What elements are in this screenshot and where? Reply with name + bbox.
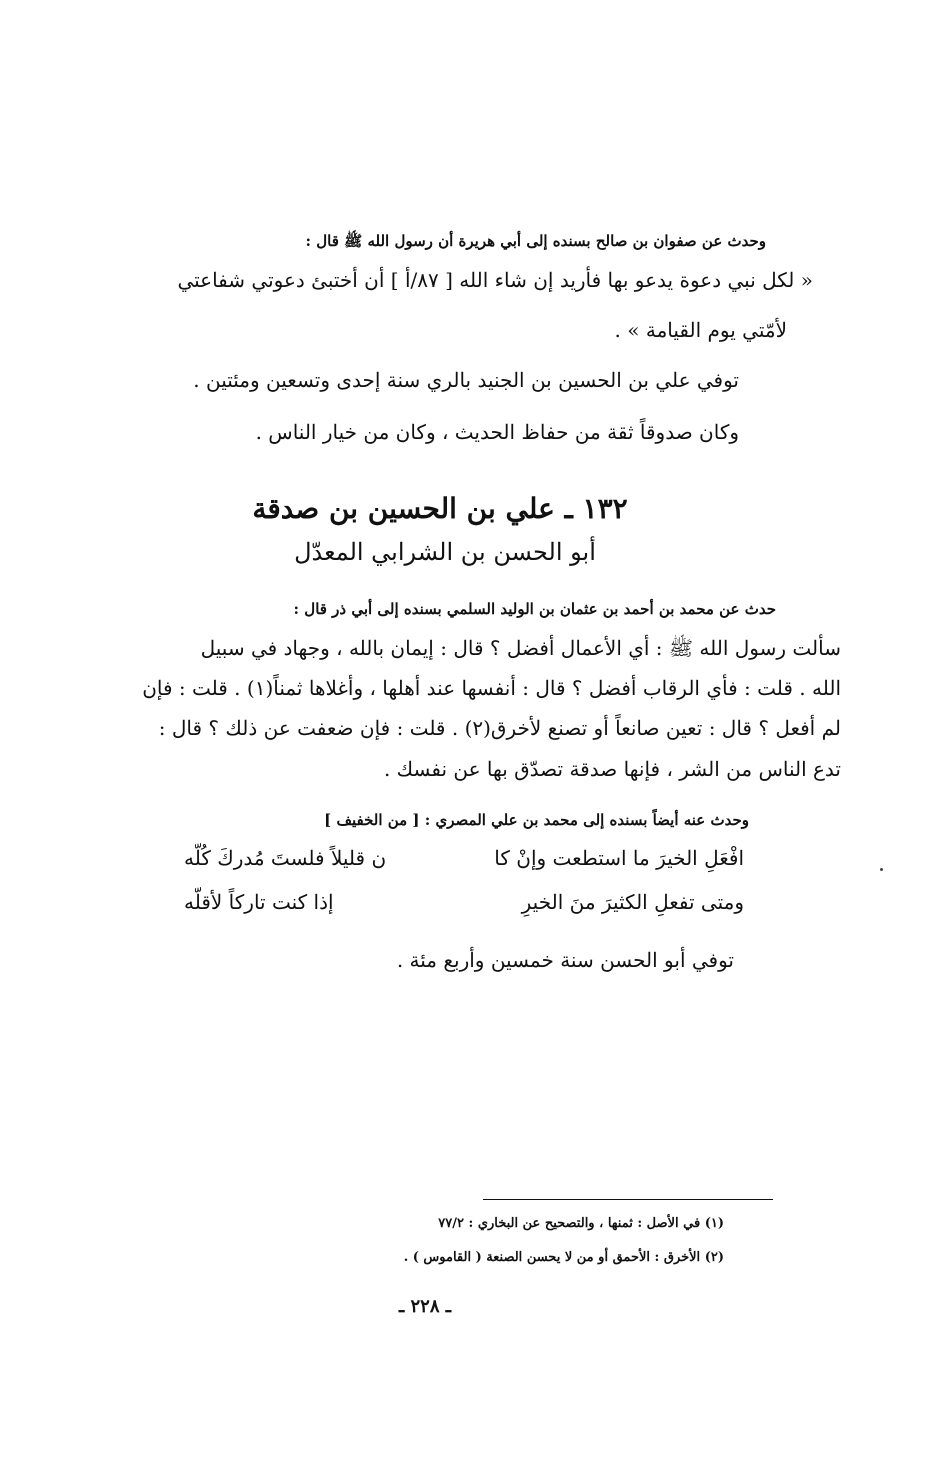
verse1-second-hemistich: ن قليلاً فلستَ مُدركَ كُلّه xyxy=(184,846,387,870)
section1-praise: وكان صدوقاً ثقة من حفاظ الحديث ، وكان من خيار الناس . xyxy=(255,420,739,444)
section1-death-note: توفي علي بن الحسين بن الجنيد بالري سنة إحدى وتسعين ومئتين . xyxy=(193,368,739,392)
footnote-2: (٢) الأخرق : الأحمق أو من لا يحسن الصنعة ( القاموس ) . xyxy=(403,1250,724,1265)
verse2-first-hemistich: ومتى تفعلِ الكثيرَ منَ الخيرِ xyxy=(521,890,744,914)
page-number: ـ ٢٢٨ ـ xyxy=(398,1296,452,1317)
section2-line1: سألت رسول الله ﷺ : أي الأعمال أفضل ؟ قال : إيمان بالله ، وجهاد في سبيل xyxy=(200,636,841,660)
section2-line2: الله . قلت : فأي الرقاب أفضل ؟ قال : أنفسها عند أهلها ، وأغلاها ثمناً(١) . قلت : فإن xyxy=(142,676,841,700)
margin-dot xyxy=(880,868,883,871)
section2-line3: لم أفعل ؟ قال : تعين صانعاً أو تصنع لأخرق(٢) . قلت : فإن ضعفت عن ذلك ؟ قال : xyxy=(158,716,841,740)
poem-verse-1 xyxy=(184,846,744,876)
section1-hadith-line2: لأمّتي يوم القيامة » . xyxy=(614,318,787,342)
section1-hadith-line1: « لكل نبي دعوة يدعو بها فأريد إن شاء الله [ ٨٧/أ ] أن أختبئ دعوتي شفاعتي xyxy=(177,268,813,292)
poem-verse-2 xyxy=(184,890,744,920)
biography-title: ١٣٢ ـ علي بن الحسين بن صدقة xyxy=(252,492,628,525)
section1-intro: وحدث عن صفوان بن صالح بسنده إلى أبي هريرة أن رسول الله ﷺ قال : xyxy=(305,232,766,250)
section3-death-note: توفي أبو الحسن سنة خمسين وأربع مئة . xyxy=(396,948,734,972)
section2-line4: تدع الناس من الشر ، فإنها صدقة تصدّق بها عن نفسك . xyxy=(383,757,841,781)
footnote-1: (١) في الأصل : ثمنها ، والتصحيح عن البخاري : ٧٧/٢ xyxy=(438,1216,724,1231)
verse2-second-hemistich: إذا كنت تاركاً لأقلّه xyxy=(184,890,334,914)
biography-subtitle: أبو الحسن بن الشرابي المعدّل xyxy=(294,538,596,566)
verse1-first-hemistich: افْعَلِ الخيرَ ما استطعت وإنْ كا xyxy=(494,846,744,870)
section3-intro: وحدث عنه أيضاً بسنده إلى محمد بن علي المصري : [ من الخفيف ] xyxy=(324,811,749,829)
footnote-separator xyxy=(483,1199,773,1200)
section2-intro: حدث عن محمد بن أحمد بن عثمان بن الوليد السلمي بسنده إلى أبي ذر قال : xyxy=(293,600,776,618)
